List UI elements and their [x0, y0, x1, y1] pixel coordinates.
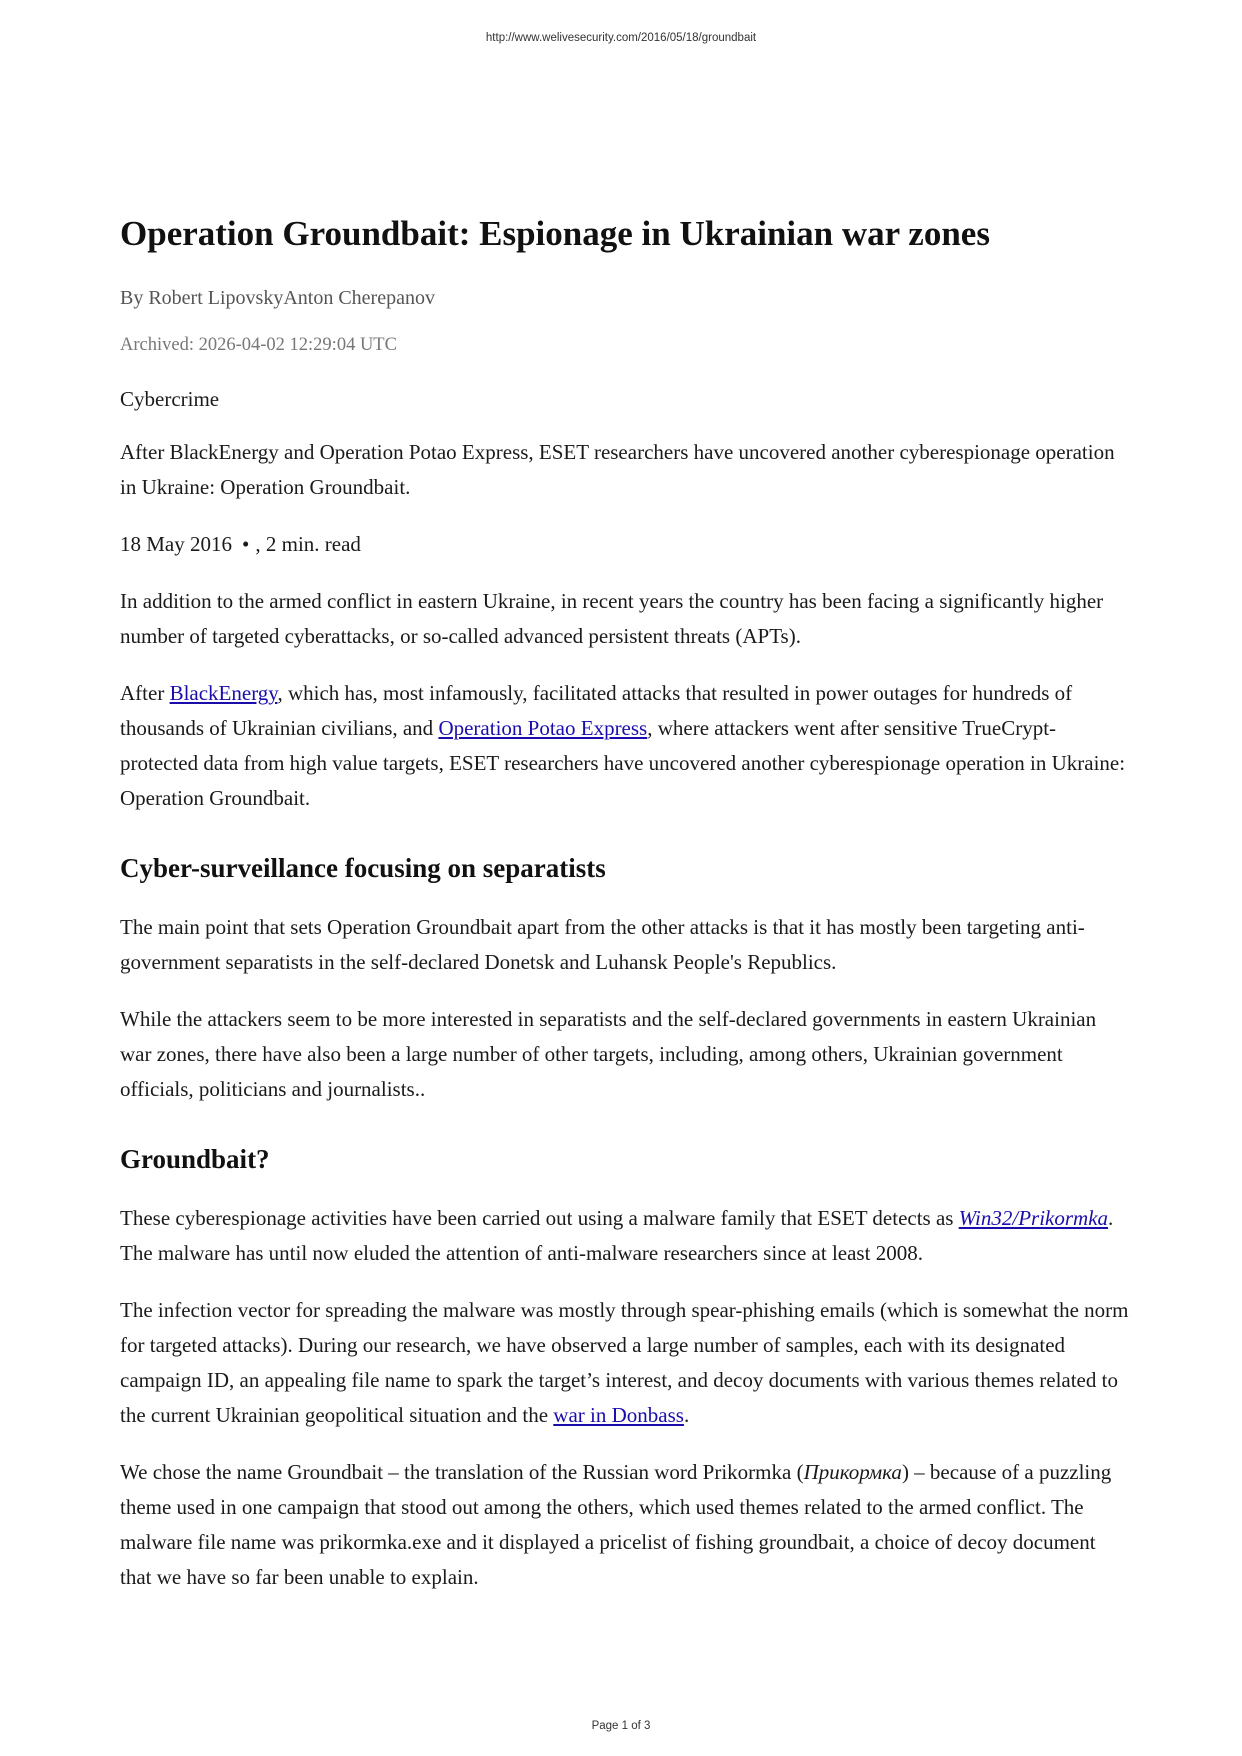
source-url: http://www.welivesecurity.com/2016/05/18/groundbait	[485, 32, 757, 44]
article-category: Cybercrime	[120, 387, 220, 411]
read-time: , 2 min. read	[255, 532, 361, 556]
text-fragment: After	[120, 681, 170, 705]
meta-separator: •	[242, 532, 250, 556]
paragraph-malware-family	[120, 1201, 1130, 1271]
paragraph-infection-vector	[120, 1293, 1130, 1433]
paragraph-intro: In addition to the armed conflict in eastern Ukraine, in recent years the country has been facing a significantly higher number of targeted cyberattacks, or so-called advanced persistent threats (APTs).	[120, 589, 1104, 648]
article-byline: By Robert LipovskyAnton Cherepanov	[120, 287, 435, 309]
article	[120, 212, 1130, 1617]
article-summary: After BlackEnergy and Operation Potao Express, ESET researchers have uncovered another cyberespionage operation in Ukraine: Operation Groundbait.	[120, 440, 1115, 499]
text-fragment: , which has, most infamously, facilitated attacks that resulted in power outages for hundreds of thousands of Ukrainian civilians, and	[120, 681, 1073, 740]
text-fragment: . The malware has until now eluded the attention of anti-malware researchers since at least 2008.	[120, 1206, 1114, 1265]
russian-word: Прикормка	[803, 1460, 902, 1484]
article-title: Operation Groundbait: Espionage in Ukrainian war zones	[120, 214, 990, 253]
link-war-in-donbass[interactable]: war in Donbass	[553, 1403, 684, 1427]
article-meta	[120, 527, 1130, 562]
paragraph-targets: While the attackers seem to be more interested in separatists and the self-declared governments in eastern Ukrainian war zones, there have also been a large number of other targets, including, among others, Ukrainian government officials, politicians and journalists..	[120, 1007, 1097, 1101]
article-date: 18 May 2016	[120, 532, 232, 556]
paragraph-background	[120, 676, 1130, 816]
text-fragment: .	[683, 1403, 690, 1427]
section-heading-groundbait: Groundbait?	[120, 1144, 270, 1174]
link-blackenergy[interactable]: BlackEnergy	[169, 681, 278, 705]
text-fragment: ) – because of a puzzling theme used in one campaign that stood out among the others, which used themes related to the armed conflict. The malware file name was prikormka.exe and it displayed a pricelist of fishing groundbait, a choice of decoy document that we have so far been unable to explain.	[120, 1460, 1112, 1589]
page-number: Page 1 of 3	[591, 1720, 651, 1732]
text-fragment: We chose the name Groundbait – the translation of the Russian word Prikormka (	[120, 1460, 804, 1484]
text-fragment: The infection vector for spreading the malware was mostly through spear-phishing emails (which is somewhat the norm for targeted attacks). During our research, we have observed a large number of samples, each with its designated campaign ID, an appealing file name to spark the target’s interest, and decoy documents with various themes related to the current Ukrainian geopolitical situation and the	[120, 1298, 1129, 1427]
paragraph-name-origin	[120, 1455, 1130, 1595]
link-win32-prikormka[interactable]: Win32/Prikormka	[958, 1206, 1109, 1230]
section-heading-cyber-surveillance: Cyber-surveillance focusing on separatists	[120, 853, 606, 883]
text-fragment: , where attackers went after sensitive TrueCrypt-protected data from high value targets, ESET researchers have uncovered another cyberespionage operation in Ukraine: Operation Groundbait.	[120, 716, 1126, 810]
archived-timestamp: Archived: 2026-04-02 12:29:04 UTC	[120, 335, 397, 355]
link-operation-potao-express[interactable]: Operation Potao Express	[438, 716, 648, 740]
text-fragment: These cyberespionage activities have been carried out using a malware family that ESET detects as	[120, 1206, 959, 1230]
paragraph-main-point: The main point that sets Operation Groundbait apart from the other attacks is that it has mostly been targeting anti-government separatists in the self-declared Donetsk and Luhansk People's Republics.	[120, 915, 1085, 974]
